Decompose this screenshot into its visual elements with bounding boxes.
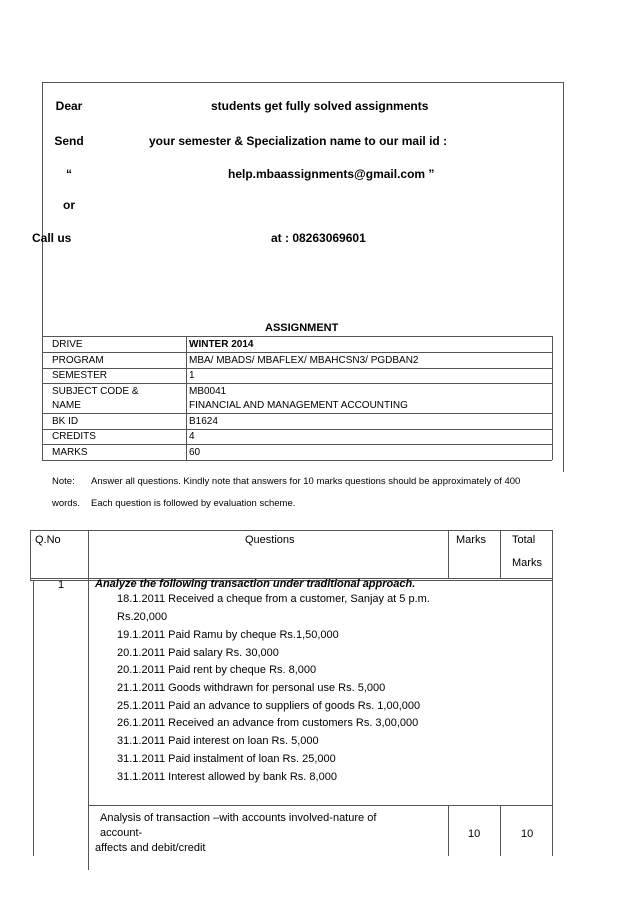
divider xyxy=(186,336,187,460)
row-value-marks: 60 xyxy=(189,447,201,458)
transaction-item: 18.1.2011 Received a cheque from a customer, Sanjay at 5 p.m. xyxy=(117,593,430,605)
divider xyxy=(42,460,552,461)
transaction-item: 25.1.2011 Paid an advance to suppliers of goods Rs. 1,00,000 xyxy=(117,700,421,712)
transaction-item: 20.1.2011 Paid rent by cheque Rs. 8,000 xyxy=(117,664,317,676)
divider xyxy=(42,336,43,460)
transaction-item: Rs.20,000 xyxy=(117,611,168,623)
header-right-email[interactable]: help.mbaassignments@gmail.com ” xyxy=(228,167,435,181)
transaction-item: 31.1.2011 Paid instalment of loan Rs. 25,000 xyxy=(117,753,336,765)
row-value-bkid: B1624 xyxy=(189,416,218,427)
row-value-subject-code: MB0041 xyxy=(189,386,227,397)
row-value-drive: WINTER 2014 xyxy=(189,339,254,350)
divider xyxy=(42,368,552,369)
divider xyxy=(42,336,552,337)
row-value-credits: 4 xyxy=(189,431,195,442)
scheme-line: Analysis of transaction –with accounts involved-nature of xyxy=(100,812,377,824)
header-left-callus: Call us xyxy=(32,231,72,245)
divider xyxy=(552,336,553,460)
divider xyxy=(42,444,552,445)
transaction-item: 20.1.2011 Paid salary Rs. 30,000 xyxy=(117,647,279,659)
header-right-phone[interactable]: at : 08263069601 xyxy=(271,231,366,245)
row-value-name: FINANCIAL AND MANAGEMENT ACCOUNTING xyxy=(189,400,408,411)
divider xyxy=(33,580,34,856)
divider xyxy=(30,530,31,580)
row-label-bkid: BK ID xyxy=(52,416,79,427)
row-label-program: PROGRAM xyxy=(52,355,104,366)
header-total-marks: Marks xyxy=(512,557,542,569)
transaction-item: 31.1.2011 Paid interest on loan Rs. 5,000 xyxy=(117,735,319,747)
note-line1: Answer all questions. Kindly note that answers for 10 marks questions should be approximately of 400 xyxy=(91,476,521,487)
divider xyxy=(88,805,552,806)
divider xyxy=(500,530,501,578)
row-value-semester: 1 xyxy=(189,370,195,381)
divider xyxy=(552,530,553,856)
row-label-semester: SEMESTER xyxy=(52,370,108,381)
header-right-students: students get fully solved assignments xyxy=(211,99,429,113)
header-marks: Marks xyxy=(456,534,486,546)
scheme-marks: 10 xyxy=(468,828,481,840)
scheme-total: 10 xyxy=(521,828,534,840)
question-number: 1 xyxy=(58,579,65,591)
scheme-line: affects and debit/credit xyxy=(95,842,206,854)
row-label-name: NAME xyxy=(52,400,81,411)
divider xyxy=(88,530,89,870)
transaction-item: 19.1.2011 Paid Ramu by cheque Rs.1,50,000 xyxy=(117,629,339,641)
transaction-item: 21.1.2011 Goods withdrawn for personal use Rs. 5,000 xyxy=(117,682,386,694)
row-label-drive: DRIVE xyxy=(52,339,83,350)
row-value-program: MBA/ MBADS/ MBAFLEX/ MBAHCSN3/ PGDBAN2 xyxy=(189,355,419,366)
divider xyxy=(563,82,564,472)
row-label-credits: CREDITS xyxy=(52,431,96,442)
header-right-semester: your semester & Specialization name to our mail id : xyxy=(149,134,448,148)
divider xyxy=(42,352,552,353)
scheme-line: account- xyxy=(100,827,143,839)
note-line2: Each question is followed by evaluation scheme. xyxy=(91,498,296,509)
divider xyxy=(500,805,501,856)
divider xyxy=(42,429,552,430)
header-questions: Questions xyxy=(245,534,295,546)
note-label: Note: xyxy=(52,476,75,487)
note-words-label: words. xyxy=(52,498,80,509)
divider xyxy=(42,383,552,384)
row-label-subject-code: SUBJECT CODE & xyxy=(52,386,139,397)
header-left-or: or xyxy=(63,198,75,212)
header-qno: Q.No xyxy=(35,534,61,546)
header-total: Total xyxy=(512,534,536,546)
transaction-item: 26.1.2011 Received an advance from customers Rs. 3,00,000 xyxy=(117,717,419,729)
question-title: Analyze the following transaction under traditional approach. xyxy=(95,578,416,590)
header-left-dear: Dear xyxy=(55,99,83,113)
divider xyxy=(448,805,449,856)
transaction-item: 31.1.2011 Interest allowed by bank Rs. 8,000 xyxy=(117,771,337,783)
row-label-marks: MARKS xyxy=(52,447,88,458)
divider xyxy=(42,82,563,83)
divider xyxy=(448,530,449,578)
divider xyxy=(30,530,552,531)
divider xyxy=(42,413,552,414)
header-left-quote: “ xyxy=(66,167,72,181)
header-left-send: Send xyxy=(54,134,84,148)
assignment-title: ASSIGNMENT xyxy=(265,322,339,334)
